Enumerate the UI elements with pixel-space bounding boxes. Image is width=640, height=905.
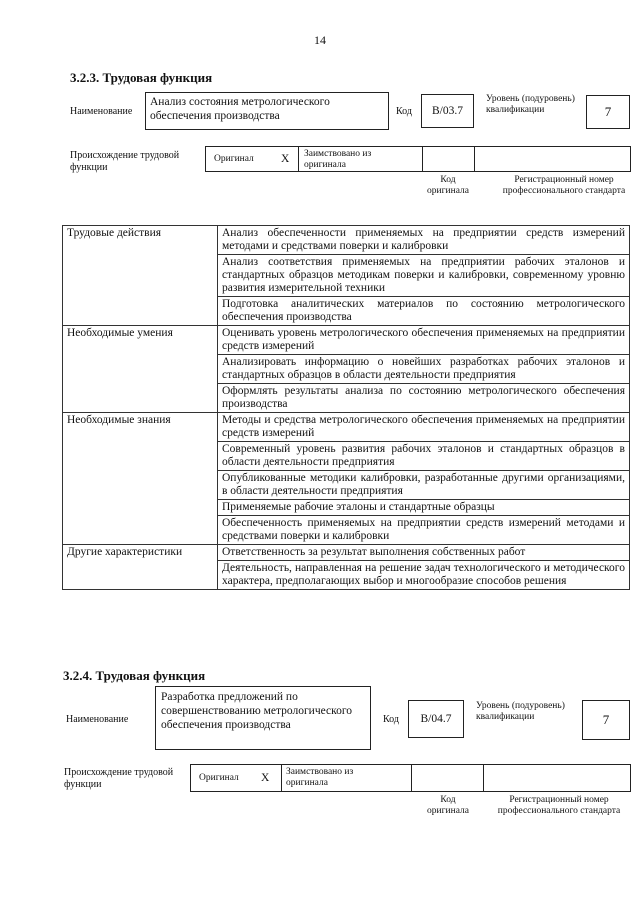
- origin-box: [190, 764, 631, 792]
- group-cell: [63, 297, 218, 326]
- reg-number-label: Регистрационный номер профессионального стандарта: [502, 175, 626, 196]
- original-label: Оригинал: [214, 154, 254, 164]
- level-value: 7: [604, 104, 612, 119]
- item-text: Деятельность, направленная на решение задач технологического и методического характера, предполагающих выбор и многообразие способов решения: [218, 561, 630, 590]
- table-row: [63, 545, 630, 561]
- table-row: [63, 500, 630, 516]
- item-text: Применяемые рабочие эталоны и стандартные образцы: [218, 500, 630, 516]
- item-text: Анализировать информацию о новейших разработках рабочих эталонов и стандартных образцов в области деятельности предприятия: [218, 355, 630, 384]
- code-original-label: Код оригинала: [427, 795, 469, 816]
- original-mark: X: [281, 153, 290, 165]
- level-label: Уровень (подуровень) квалификации: [486, 94, 575, 115]
- divider: [422, 147, 423, 171]
- level-label: Уровень (подуровень) квалификации: [476, 701, 565, 722]
- table-row: [63, 413, 630, 442]
- group-title: Другие характеристики: [63, 545, 218, 561]
- item-text: Оформлять результаты анализа по состоянию метрологического обеспечения производства: [218, 384, 630, 413]
- item-text: Ответственность за результат выполнения собственных работ: [218, 545, 630, 561]
- table-row: [63, 471, 630, 500]
- level-value: 7: [602, 712, 610, 727]
- table-row: [63, 442, 630, 471]
- origin-box: [205, 146, 631, 172]
- item-text: Оценивать уровень метрологического обеспечения применяемых на предприятии средств измерений: [218, 326, 630, 355]
- divider: [483, 765, 484, 791]
- borrowed-label: Заимствовано из оригинала: [304, 149, 372, 170]
- group-title: Трудовые действия: [63, 226, 218, 255]
- group-cell: [63, 471, 218, 500]
- function-name-box: [155, 686, 371, 750]
- item-text: Обеспеченность применяемых на предприятии средств измерений методами и средствами поверки и калибровки: [218, 516, 630, 545]
- table-row: [63, 355, 630, 384]
- item-text: Методы и средства метрологического обеспечения применяемых на предприятии средств измерений: [218, 413, 630, 442]
- code-box: [421, 94, 474, 128]
- table-row: [63, 516, 630, 545]
- code-label: Код: [396, 106, 412, 117]
- table-row: [63, 384, 630, 413]
- origin-label: Происхождение трудовой функции: [64, 767, 174, 790]
- group-title: Необходимые знания: [63, 413, 218, 442]
- section-heading: 3.2.4. Трудовая функция: [63, 668, 206, 683]
- name-label: Наименование: [70, 106, 133, 117]
- table-row: [63, 226, 630, 255]
- group-title: Необходимые умения: [63, 326, 218, 355]
- table-row: [63, 561, 630, 590]
- code-original-label: Код оригинала: [427, 175, 469, 196]
- divider: [281, 765, 282, 791]
- group-cell: [63, 516, 218, 545]
- group-cell: [63, 355, 218, 384]
- reg-number-label: Регистрационный номер профессионального стандарта: [497, 795, 621, 816]
- divider: [298, 147, 299, 171]
- table-row: [63, 297, 630, 326]
- code-value: B/03.7: [432, 105, 463, 117]
- item-text: Анализ обеспеченности применяемых на предприятии средств измерений методами и средствами поверки и калибровки: [218, 226, 630, 255]
- divider: [411, 765, 412, 791]
- name-label: Наименование: [66, 714, 129, 725]
- table-row: [63, 255, 630, 297]
- borrowed-label: Заимствовано из оригинала: [286, 767, 354, 788]
- group-cell: [63, 255, 218, 297]
- function-name: Анализ состояния метрологического обеспечения производства: [150, 96, 330, 122]
- item-text: Современный уровень развития рабочих эталонов и стандартных образцов в области деятельности предприятия: [218, 442, 630, 471]
- function-name: Разработка предложений по совершенствованию метрологического обеспечения производства: [161, 691, 353, 731]
- group-cell: [63, 442, 218, 471]
- code-label: Код: [383, 714, 399, 725]
- labor-function-table: [62, 225, 630, 590]
- group-cell: [63, 384, 218, 413]
- level-box: [586, 95, 630, 129]
- original-mark: X: [261, 772, 270, 784]
- table-row: [63, 326, 630, 355]
- item-text: Анализ соответствия применяемых на предприятии рабочих эталонов и стандартных образцов методикам поверки и калибровки, современному уровню развития измерительной техники: [218, 255, 630, 297]
- divider: [474, 147, 475, 171]
- function-name-box: [145, 92, 389, 130]
- origin-label: Происхождение трудовой функции: [70, 150, 180, 173]
- code-box: [408, 700, 464, 738]
- item-text: Опубликованные методики калибровки, разработанные другими организациями, в области деятельности предприятия: [218, 471, 630, 500]
- group-cell: [63, 561, 218, 590]
- group-cell: [63, 500, 218, 516]
- page-number: 14: [314, 33, 326, 47]
- code-value: B/04.7: [420, 713, 452, 725]
- section-heading: 3.2.3. Трудовая функция: [70, 70, 213, 85]
- original-label: Оригинал: [199, 773, 239, 783]
- level-box: [582, 700, 630, 740]
- item-text: Подготовка аналитических материалов по состоянию метрологического обеспечения производства: [218, 297, 630, 326]
